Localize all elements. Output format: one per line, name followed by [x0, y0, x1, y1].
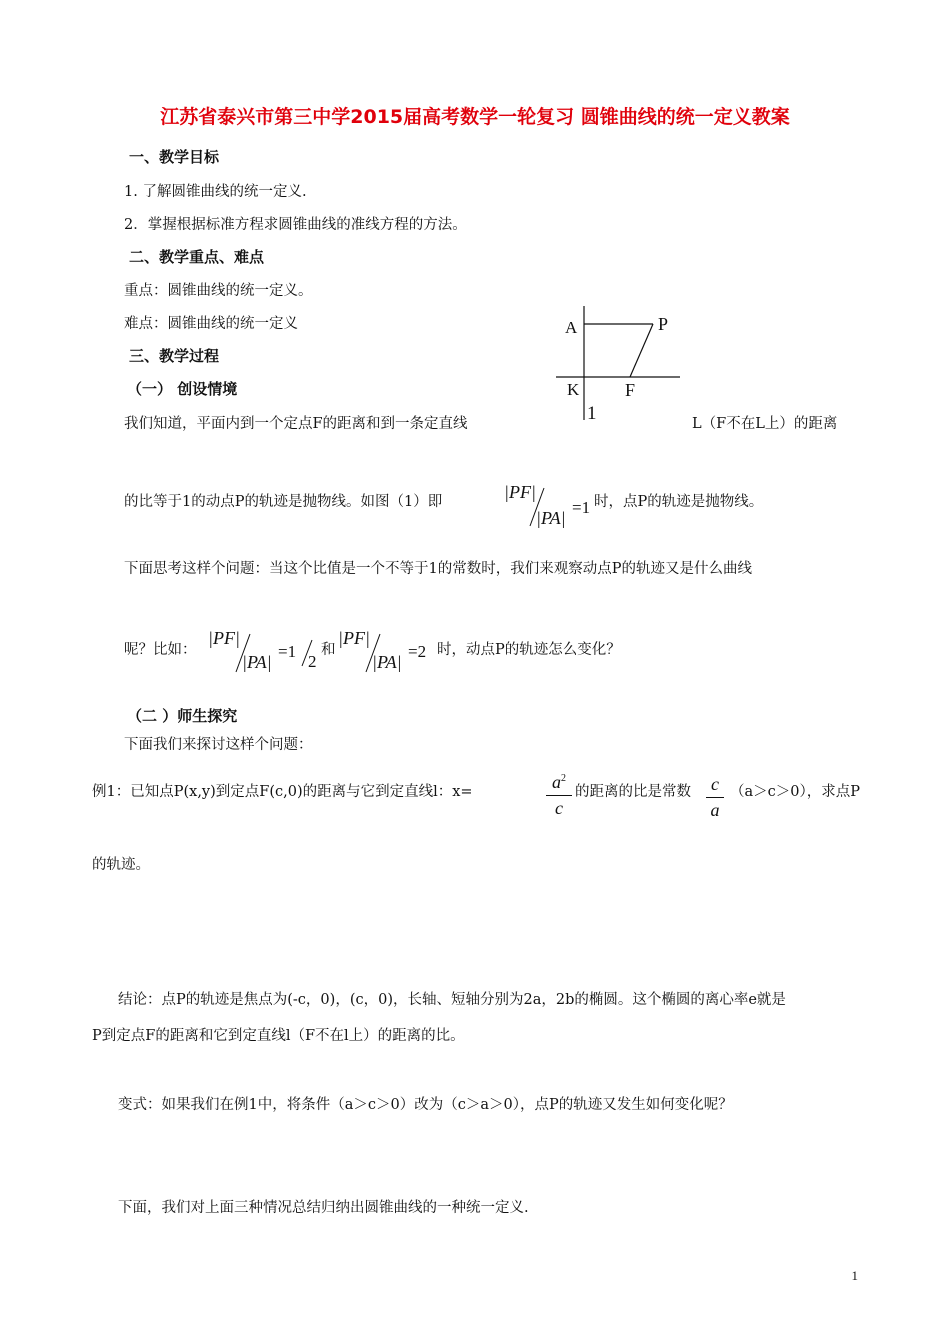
page-number: 1	[851, 1268, 858, 1283]
label-p: P	[658, 314, 669, 334]
half-numerator: |PF|	[208, 628, 240, 648]
ratio-numerator: |PF|	[504, 482, 536, 502]
eccentricity-fraction	[706, 774, 724, 821]
page-title: 江苏省泰兴市第三中学2015届高考数学一轮复习 圆锥曲线的统一定义教案	[160, 106, 790, 128]
intro-paragraph-4a: 呢？比如：	[124, 642, 197, 658]
ratio-fraction-1	[504, 482, 594, 532]
difficult-point: 难点：圆锥曲线的统一定义	[124, 316, 298, 332]
section-heading-goals: 一、教学目标	[129, 148, 220, 166]
intro-paragraph-3: 下面思考这样个问题：当这个比值是一个不等于1的常数时，我们来观察动点P的轨迹又是什么曲线	[124, 561, 752, 577]
half-equals: =1	[278, 642, 297, 661]
example-1-c: （a＞c＞0），求点P	[730, 784, 860, 800]
section-heading-key-points: 二、教学重点、难点	[129, 248, 265, 266]
goal-item-1: 1. 了解圆锥曲线的统一定义.	[124, 184, 307, 200]
eccentricity-numerator: c	[706, 774, 724, 798]
two-denominator: |PA|	[372, 652, 402, 672]
section-heading-process: 三、教学过程	[129, 347, 220, 365]
intro-paragraph-1a: 我们知道，平面内到一个定点F的距离和到一条定直线	[124, 416, 468, 432]
variant-question: 变式：如果我们在例1中，将条件（a＞c＞0）改为（c＞a＞0），点P的轨迹又发生如何变化呢？	[118, 1097, 733, 1113]
directrix-denominator: c	[555, 798, 563, 818]
intro-paragraph-4c: 时，动点P的轨迹怎么变化？	[437, 642, 621, 658]
explore-intro: 下面我们来探讨这样个问题：	[124, 737, 313, 753]
directrix-fraction	[546, 772, 572, 819]
half-two: 2	[308, 652, 317, 671]
directrix-exponent: 2	[561, 773, 566, 784]
conclusion-line-2: P到定点F的距离和它到定直线l（F不在l上）的距离的比。	[92, 1028, 465, 1044]
example-1-d: 的轨迹。	[92, 857, 150, 873]
key-point: 重点：圆锥曲线的统一定义。	[124, 283, 313, 299]
intro-paragraph-2b: 时，点P的轨迹是抛物线。	[594, 494, 764, 510]
label-a: A	[565, 318, 578, 337]
label-k: K	[567, 380, 580, 399]
segment-pf	[630, 324, 653, 377]
two-equals: =2	[408, 642, 427, 661]
directrix-numerator: a	[552, 772, 561, 792]
intro-paragraph-2a: 的比等于1的动点P的轨迹是抛物线。如图（1）即	[124, 494, 443, 510]
conclusion-line-1: 结论：点P的轨迹是焦点为(-c，0)，(c，0)，长轴、短轴分别为2a，2b的椭圆。这个椭圆的离心率e就是	[118, 992, 786, 1008]
intro-paragraph-1b: L（F不在L上）的距离	[692, 416, 838, 432]
subsection-heading-explore: （二 ）师生探究	[127, 707, 238, 725]
example-1-a: 例1：已知点P(x,y)到定点F(c,0)的距离与它到定直线l：x=	[92, 784, 473, 800]
example-1-b: 的距离的比是常数	[575, 784, 691, 800]
ratio-fraction-half	[208, 628, 328, 678]
two-numerator: |PF|	[338, 628, 370, 648]
half-denominator: |PA|	[242, 652, 272, 672]
ratio-equals-one: =1	[572, 498, 591, 517]
label-l: 1	[587, 403, 597, 424]
subsection-heading-scenario: （一） 创设情境	[127, 380, 238, 398]
summary-line: 下面，我们对上面三种情况总结归纳出圆锥曲线的一种统一定义.	[118, 1200, 529, 1216]
intro-paragraph-4b: 和	[321, 642, 336, 658]
goal-item-2: 2．掌握根据标准方程求圆锥曲线的准线方程的方法。	[124, 217, 467, 233]
ratio-fraction-two	[338, 628, 438, 678]
ratio-denominator: |PA|	[536, 508, 566, 528]
eccentricity-denominator: a	[710, 800, 720, 820]
label-f: F	[625, 380, 636, 400]
